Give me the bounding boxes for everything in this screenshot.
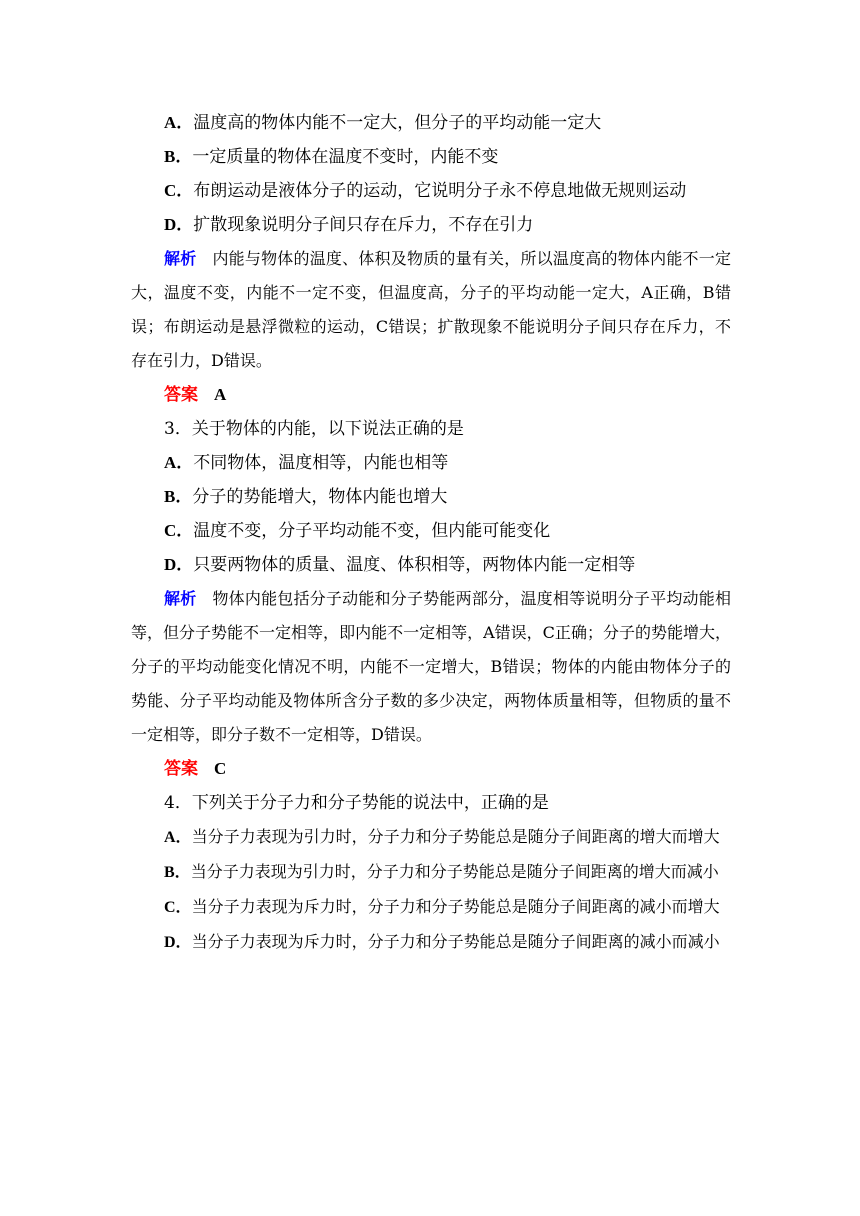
- q3-analysis-label: 解析: [164, 589, 197, 608]
- q3-option-b: [131, 480, 731, 514]
- q3-option-c: [131, 514, 731, 548]
- q3-option-d-text: 只要两物体的质量、温度、体积相等，两物体内能一定相等: [193, 555, 636, 575]
- q3-analysis: [131, 582, 731, 752]
- q3-option-b-letter: B．: [164, 487, 193, 506]
- q2-analysis-text: 内能与物体的温度、体积及物质的量有关，所以温度高的物体内能不一定大，温度不变，内能不一定不变，但温度高，分子的平均动能一定大，A正确，B错误；布朗运动是悬浮微粒的运动，C错误；扩散现象不能说明分子间只存在斥力，不存在引力，D错误。: [131, 249, 731, 370]
- q4-option-b: [131, 855, 731, 890]
- q4-option-a: [131, 820, 731, 855]
- q4-option-d-text: 当分子力表现为斥力时，分子力和分子势能总是随分子间距离的减小而减小: [191, 932, 720, 951]
- q3-option-b-text: 分子的势能增大，物体内能也增大: [192, 487, 448, 507]
- q3-analysis-text: 物体内能包括分子动能和分子势能两部分，温度相等说明分子平均动能相等，但分子势能不一定相等，即内能不一定相等，A错误，C正确；分子的势能增大，分子的平均动能变化情况不明，内能不一定增大，B错误；物体的内能由物体分子的势能、分子平均动能及物体所含分子数的多少决定，两物体质量相等，但物质的量不一定相等，即分子数不一定相等，D错误。: [131, 589, 731, 744]
- q2-option-c: [131, 174, 731, 208]
- q2-option-d-letter: D．: [164, 215, 194, 234]
- q4-option-d-letter: D．: [164, 934, 192, 951]
- q2-option-c-letter: C．: [164, 181, 194, 200]
- q4-option-a-text: 当分子力表现为引力时，分子力和分子势能总是随分子间距离的增大而增大: [191, 827, 720, 846]
- q2-answer-value: A: [214, 385, 227, 404]
- q4-option-d: [131, 925, 731, 960]
- q2-option-b: [131, 140, 731, 174]
- q4-option-c-text: 当分子力表现为斥力时，分子力和分子势能总是随分子间距离的减小而增大: [191, 897, 720, 916]
- q2-option-a: [131, 106, 731, 140]
- q3-stem: 3．关于物体的内能，以下说法正确的是: [164, 419, 464, 439]
- q2-analysis-label: 解析: [164, 249, 197, 268]
- q3-option-a-letter: A．: [164, 453, 194, 472]
- document-content: [131, 106, 731, 960]
- q2-answer: [131, 378, 731, 412]
- q2-answer-label: 答案: [164, 385, 198, 405]
- q3-option-a-text: 不同物体，温度相等，内能也相等: [193, 453, 449, 473]
- q3-option-c-text: 温度不变，分子平均动能不变，但内能可能变化: [193, 521, 551, 541]
- q4-option-a-letter: A．: [164, 829, 192, 846]
- q2-option-d-text: 扩散现象说明分子间只存在斥力，不存在引力: [193, 215, 534, 235]
- q3-option-a: [131, 446, 731, 480]
- q3-answer-value: C: [214, 759, 227, 778]
- q3-option-c-letter: C．: [164, 521, 194, 540]
- q4-stem: 4．下列关于分子力和分子势能的说法中，正确的是: [164, 793, 549, 813]
- q2-analysis: [131, 242, 731, 378]
- q2-option-d: [131, 208, 731, 242]
- q2-option-c-text: 布朗运动是液体分子的运动，它说明分子永不停息地做无规则运动: [193, 181, 687, 201]
- q4-option-b-text: 当分子力表现为引力时，分子力和分子势能总是随分子间距离的增大而减小: [190, 862, 719, 881]
- q2-option-b-text: 一定质量的物体在温度不变时，内能不变: [192, 147, 499, 167]
- q3-option-d-letter: D．: [164, 555, 194, 574]
- q3-answer-label: 答案: [164, 759, 198, 779]
- q3-answer: [131, 752, 731, 786]
- q2-option-a-letter: A．: [164, 113, 194, 132]
- q4-option-c: [131, 890, 731, 925]
- q2-option-b-letter: B．: [164, 147, 193, 166]
- q2-option-a-text: 温度高的物体内能不一定大，但分子的平均动能一定大: [193, 113, 602, 133]
- q4-option-c-letter: C．: [164, 899, 192, 916]
- q3-option-d: [131, 548, 731, 582]
- q4-option-b-letter: B．: [164, 864, 191, 881]
